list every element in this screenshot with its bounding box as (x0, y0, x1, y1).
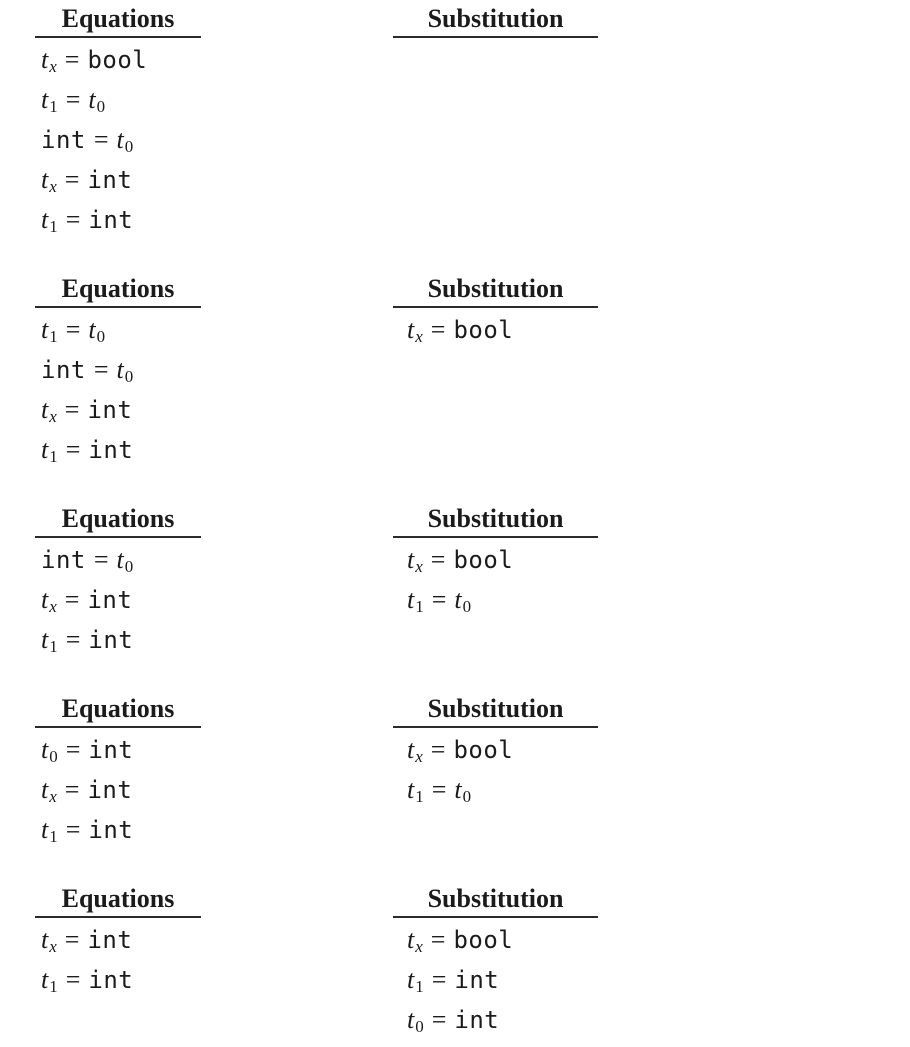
variable-subscript: x (49, 597, 57, 616)
equations-header: Equations (35, 4, 201, 38)
unification-step-block (0, 504, 910, 660)
variable-subscript: x (49, 177, 57, 196)
variable-subscript: 1 (49, 637, 58, 656)
equation-row (35, 350, 201, 390)
equals-sign: = (65, 435, 81, 464)
substitution-header: Substitution (393, 884, 598, 918)
variable-subscript: x (49, 407, 57, 426)
equals-sign: = (65, 735, 81, 764)
equation-row (35, 730, 201, 770)
equation-row (35, 390, 201, 430)
variable-subscript: 0 (124, 367, 134, 386)
rhs-type-term: int (87, 926, 133, 954)
lhs-variable-term (41, 815, 58, 844)
lhs-variable-term (41, 165, 57, 194)
equation-row (35, 960, 201, 1000)
lhs-type-term: int (41, 546, 86, 574)
variable-base: t (41, 45, 49, 74)
variable-subscript: x (415, 747, 423, 766)
equation-row (35, 430, 201, 470)
rhs-type-term: int (88, 966, 134, 994)
equations-table (35, 884, 201, 1000)
substitution-table (393, 274, 598, 350)
variable-base: t (454, 585, 462, 614)
equation-row (35, 160, 201, 200)
lhs-variable-term (41, 965, 58, 994)
equals-sign: = (64, 925, 80, 954)
rhs-type-term: int (88, 436, 134, 464)
equation-row (35, 770, 201, 810)
variable-base: t (41, 435, 49, 464)
equals-sign: = (431, 1005, 447, 1034)
equals-sign: = (431, 775, 447, 804)
rhs-type-term: bool (453, 736, 514, 764)
unification-step-block (0, 4, 910, 240)
variable-base: t (41, 925, 49, 954)
variable-subscript: x (49, 937, 57, 956)
equals-sign: = (431, 965, 447, 994)
variable-base: t (41, 85, 49, 114)
variable-base: t (41, 205, 49, 234)
equals-sign: = (64, 775, 80, 804)
lhs-variable-term (41, 435, 58, 464)
equals-sign: = (65, 965, 81, 994)
variable-base: t (41, 165, 49, 194)
rhs-variable-term (88, 85, 105, 114)
equation-row (393, 730, 598, 770)
equals-sign: = (430, 925, 446, 954)
equals-sign: = (65, 315, 81, 344)
unification-step-block (0, 274, 910, 470)
variable-subscript: 0 (415, 1017, 424, 1036)
substitution-header: Substitution (393, 4, 598, 38)
variable-subscript: 1 (49, 977, 58, 996)
variable-subscript: 0 (96, 97, 106, 116)
equals-sign: = (65, 85, 81, 114)
equals-sign: = (64, 585, 80, 614)
equals-sign: = (64, 45, 80, 74)
substitution-rows (393, 538, 598, 620)
variable-subscript: 0 (124, 557, 134, 576)
rhs-type-term: int (88, 626, 134, 654)
equals-sign: = (65, 205, 81, 234)
lhs-variable-term (41, 395, 57, 424)
variable-base: t (407, 545, 415, 574)
variable-base: t (41, 585, 49, 614)
equals-sign: = (93, 125, 109, 154)
variable-subscript: x (415, 557, 423, 576)
equation-row (35, 810, 201, 850)
lhs-variable-term (41, 585, 57, 614)
variable-subscript: 0 (462, 597, 472, 616)
variable-subscript: 0 (462, 787, 472, 806)
equation-row (393, 540, 598, 580)
equations-table (35, 4, 201, 240)
equations-rows (35, 308, 201, 470)
equals-sign: = (65, 815, 81, 844)
lhs-variable-term (407, 315, 423, 344)
variable-subscript: 1 (415, 787, 424, 806)
equation-row (393, 960, 598, 1000)
rhs-variable-term (454, 585, 471, 614)
substitution-table (393, 504, 598, 620)
rhs-type-term: int (454, 1006, 500, 1034)
equals-sign: = (431, 585, 447, 614)
lhs-variable-term (41, 775, 57, 804)
unification-step-block (0, 694, 910, 850)
variable-base: t (88, 315, 96, 344)
lhs-variable-term (41, 205, 58, 234)
substitution-rows (393, 728, 598, 810)
variable-base: t (116, 355, 124, 384)
rhs-variable-term (117, 545, 134, 574)
substitution-header: Substitution (393, 504, 598, 538)
lhs-variable-term (407, 585, 424, 614)
equals-sign: = (65, 625, 81, 654)
lhs-type-term: int (41, 356, 86, 384)
rhs-type-term: int (87, 396, 133, 424)
equation-row (35, 920, 201, 960)
variable-subscript: 1 (49, 327, 58, 346)
variable-base: t (116, 125, 124, 154)
lhs-variable-term (41, 925, 57, 954)
equation-row (393, 310, 598, 350)
variable-subscript: 1 (49, 827, 58, 846)
equations-rows (35, 728, 201, 850)
document-page (0, 4, 910, 1040)
blocks (0, 4, 910, 1040)
rhs-variable-term (88, 315, 105, 344)
substitution-table (393, 884, 598, 1040)
lhs-variable-term (407, 965, 424, 994)
equation-row (393, 580, 598, 620)
variable-subscript: x (415, 937, 423, 956)
variable-subscript: 1 (49, 97, 58, 116)
variable-base: t (407, 1005, 415, 1034)
variable-base: t (407, 735, 415, 764)
variable-base: t (41, 735, 49, 764)
substitution-table (393, 694, 598, 810)
lhs-variable-term (407, 925, 423, 954)
rhs-type-term: int (87, 586, 133, 614)
variable-base: t (41, 395, 49, 424)
variable-base: t (88, 85, 96, 114)
equals-sign: = (430, 545, 446, 574)
equations-header: Equations (35, 274, 201, 308)
equation-row (35, 540, 201, 580)
lhs-variable-term (41, 45, 57, 74)
equations-rows (35, 538, 201, 660)
substitution-rows (393, 918, 598, 1040)
rhs-type-term: int (87, 776, 133, 804)
rhs-variable-term (117, 355, 134, 384)
rhs-type-term: int (88, 816, 134, 844)
rhs-type-term: int (87, 166, 133, 194)
variable-base: t (407, 925, 415, 954)
substitution-table (393, 4, 598, 40)
variable-base: t (41, 815, 49, 844)
variable-subscript: x (49, 57, 57, 76)
substitution-rows (393, 308, 598, 350)
equation-row (35, 620, 201, 660)
lhs-type-term: int (41, 126, 86, 154)
lhs-variable-term (407, 775, 424, 804)
variable-subscript: x (49, 787, 57, 806)
variable-base: t (41, 965, 49, 994)
equation-row (393, 770, 598, 810)
equation-row (393, 1000, 598, 1040)
rhs-variable-term (454, 775, 471, 804)
equations-table (35, 274, 201, 470)
equations-rows (35, 38, 201, 240)
rhs-type-term: bool (453, 926, 514, 954)
lhs-variable-term (41, 85, 58, 114)
equals-sign: = (93, 355, 109, 384)
equals-sign: = (430, 315, 446, 344)
rhs-type-term: int (88, 736, 134, 764)
variable-base: t (407, 315, 415, 344)
equation-row (35, 580, 201, 620)
equals-sign: = (93, 545, 109, 574)
variable-subscript: x (415, 327, 423, 346)
equation-row (35, 40, 201, 80)
variable-subscript: 0 (96, 327, 106, 346)
variable-base: t (41, 775, 49, 804)
rhs-type-term: bool (87, 46, 148, 74)
equations-header: Equations (35, 694, 201, 728)
equation-row (393, 920, 598, 960)
variable-subscript: 1 (49, 447, 58, 466)
equals-sign: = (64, 395, 80, 424)
equals-sign: = (64, 165, 80, 194)
equations-header: Equations (35, 504, 201, 538)
equation-row (35, 80, 201, 120)
variable-subscript: 0 (49, 747, 58, 766)
variable-base: t (407, 965, 415, 994)
equation-row (35, 200, 201, 240)
lhs-variable-term (407, 1005, 424, 1034)
rhs-variable-term (117, 125, 134, 154)
equations-table (35, 694, 201, 850)
variable-base: t (407, 585, 415, 614)
equations-table (35, 504, 201, 660)
equation-row (35, 120, 201, 160)
variable-subscript: 0 (124, 137, 134, 156)
variable-base: t (41, 625, 49, 654)
equation-row (35, 310, 201, 350)
substitution-rows (393, 38, 598, 40)
substitution-header: Substitution (393, 694, 598, 728)
lhs-variable-term (41, 735, 58, 764)
rhs-type-term: int (454, 966, 500, 994)
lhs-variable-term (41, 625, 58, 654)
equations-rows (35, 918, 201, 1000)
rhs-type-term: bool (453, 316, 514, 344)
lhs-variable-term (41, 315, 58, 344)
variable-subscript: 1 (415, 597, 424, 616)
variable-base: t (454, 775, 462, 804)
variable-subscript: 1 (415, 977, 424, 996)
rhs-type-term: bool (453, 546, 514, 574)
unification-step-block (0, 884, 910, 1040)
substitution-header: Substitution (393, 274, 598, 308)
lhs-variable-term (407, 735, 423, 764)
equals-sign: = (430, 735, 446, 764)
variable-base: t (116, 545, 124, 574)
variable-subscript: 1 (49, 217, 58, 236)
equations-header: Equations (35, 884, 201, 918)
lhs-variable-term (407, 545, 423, 574)
rhs-type-term: int (88, 206, 134, 234)
variable-base: t (407, 775, 415, 804)
variable-base: t (41, 315, 49, 344)
